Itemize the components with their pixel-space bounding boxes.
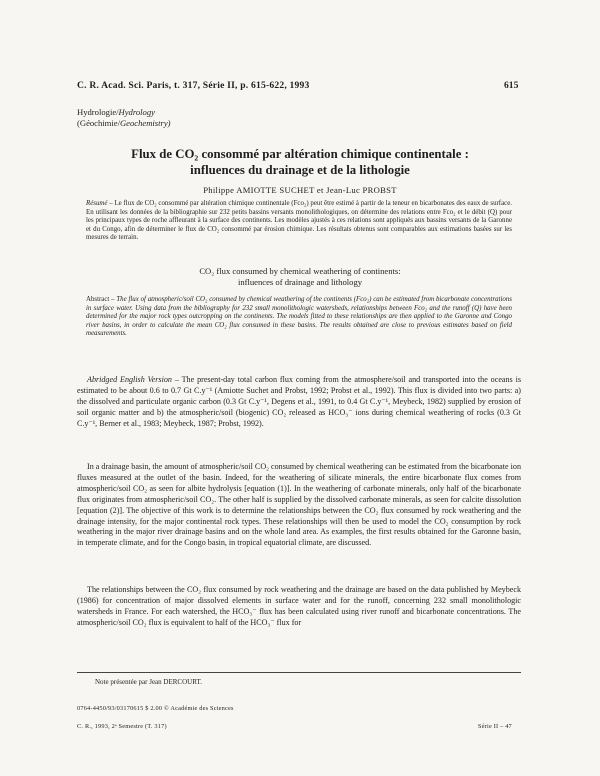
body-paragraph-2: In a drainage basin, the amount of atmospheric/soil CO₂ consumed by chemical weathering can be estimated from the bicarbonate ion fluxes measured at the outlet of the basin. Indeed, for the weathering of silicate minerals, the entire bicarbonate flux comes from atmospheric/soil CO₂ as seen for albite hydrolysis [equation (1)]. In the weathering of carbonate minerals, only half of the bicarbonate flux originates from atmospheric/soil CO₂. The other half is supplied by the dissolved carbonate minerals, as seen for calcite dissolution [equation (2)]. The objective of this work is to determine the relationships between the CO₂ flux consumed by rock weathering and the drainage intensity, for the major continental rock types. These relationships will then be used to model the CO₂ consumption by rock weathering in the major river drainage basins and on the whole land area. As examples, the first results obtained for the Garonne basin, in temperate climate, and for the Congo basin, in tropical equatorial climate, are discussed. <box>77 462 521 548</box>
footnote-divider <box>77 672 521 673</box>
citation-line: C. R., 1993, 2ᵉ Semestre (T. 317) <box>77 723 167 730</box>
section-en-2: Geochemistry) <box>119 118 171 128</box>
footnote-presented-by: Note présentée par Jean DERCOURT. <box>95 678 202 686</box>
resume-paragraph <box>86 200 512 243</box>
section-labels <box>77 107 171 129</box>
abstract-paragraph <box>86 296 512 339</box>
body-paragraph-1-text: – The present-day total carbon flux coming from the atmosphere/soil and transported into the oceans is estimated to be about 0.6 to 0.7 Gt C.y⁻¹ (Amiotte Suchet and Probst, 1992; Probst et al., 1992). This flux is divided into two parts: a) the dissolved and particulate organic carbon (0.3 Gt C.y⁻¹, Degens et al., 1991, to 0.4 Gt C.y⁻¹, Meybeck, 1982) supplied by erosion of soil organic matter and b) the atmospheric/soil (biogenic) CO₂ released as HCO₃⁻ ions during chemical weathering of rocks (0.3 Gt C.y⁻¹, Berner et al., 1983; Meybeck, 1987; Probst, 1992). <box>77 375 521 428</box>
english-title-line-1: CO₂ flux consumed by chemical weathering of continents: <box>199 266 401 276</box>
abstract-label: Abstract <box>86 296 110 303</box>
resume-label: Résumé <box>86 200 108 207</box>
article-title-line-1: Flux de CO₂ consommé par altération chimique continentale : <box>131 147 469 161</box>
page-number: 615 <box>504 80 519 91</box>
english-title-line-2: influences of drainage and lithology <box>237 277 363 287</box>
section-line-geochemistry <box>77 118 171 129</box>
issn-line: 0764-4450/93/03170615 $ 2.00 © Académie des Sciences <box>77 705 234 712</box>
authors: Philippe AMIOTTE SUCHET et Jean-Luc PROBST <box>203 185 397 195</box>
section-fr-2: (Géochimie/ <box>77 118 120 128</box>
article-title-line-2: influences du drainage et de la lithologie <box>190 163 410 177</box>
abridged-label: Abridged English Version <box>87 375 172 384</box>
series-line: Série II – 47 <box>478 723 512 730</box>
body-paragraph-3: The relationships between the CO₂ flux consumed by rock weathering and the drainage are based on the data published by Meybeck (1986) for concentration of major dissolved elements in surface water and for the runoff, concerning 232 small monolithologic watersheds in France. For each watershed, the HCO₃⁻ flux has been calculated using river runoff and bicarbonate concentrations. The atmospheric/soil CO₂ flux is equivalent to half of the HCO₃⁻ flux for <box>77 585 521 627</box>
resume-text: – Le flux de CO₂ consommé par altération chimique continentale (Fco₂) peut être estimé à partir de la teneur en bicarbonates des eaux de surface. En utilisant les données de la bibliographie sur 232 petits bassins versants monolithologiques, on détermine des relations entre Fco₂ et le débit (Q) pour les principaux types de roche affleurant à la surface des continents. Les modèles ajustés à ces relations sont appliqués aux bassins versants de la Garonne et du Congo, afin de déterminer le flux de CO₂ consommé par érosion chimique. Les résultats obtenus sont comparables aux estimations basées sur les mesures de terrain. <box>86 200 512 242</box>
section-fr: Hydrologie/ <box>77 107 119 117</box>
section-line-hydrology <box>77 107 171 118</box>
body-paragraph-1 <box>77 375 521 430</box>
journal-header: C. R. Acad. Sci. Paris, t. 317, Série II, p. 615-622, 1993 <box>77 80 310 91</box>
section-en: Hydrology <box>118 107 155 117</box>
abstract-text: – The flux of atmospheric/soil CO₂ consumed by chemical weathering of the continents (Fco₂) can be estimated from bicarbonate concentrations in surface water. Using data from the bibliography for 232 small monolithologic watersheds, relationships between Fco₂ and the runoff (Q) have been determined for the major rock types outcropping on the continents. The models fitted to these relationships are then applied to the Garonne and Congo river basins, in order to calculate the mean CO₂ flux consumed in these basins. The results obtained are close to previous estimates based on field measurements. <box>86 296 512 338</box>
